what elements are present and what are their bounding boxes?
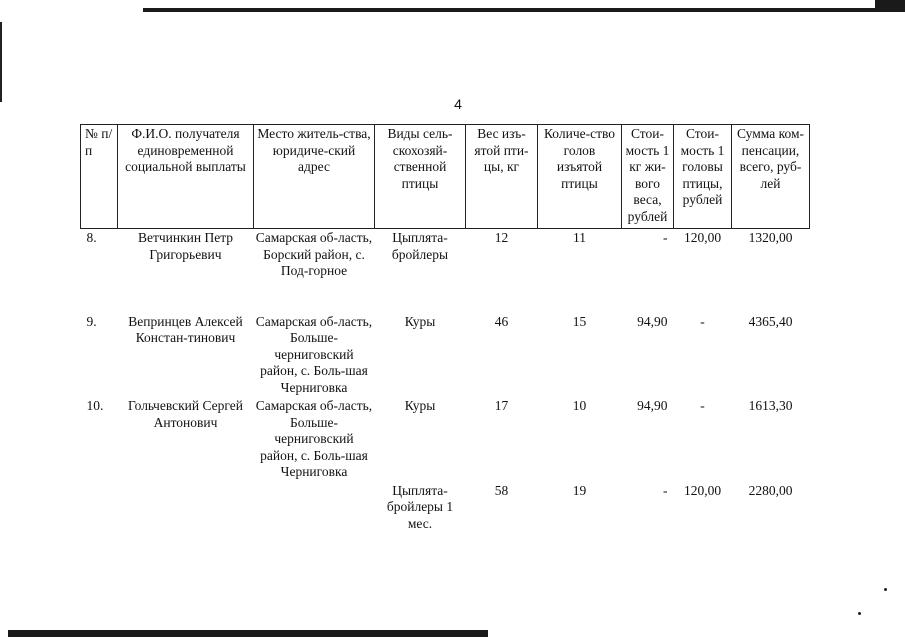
cell-total: 2280,00 [748,482,793,498]
cell-address: Самарская об-ласть, Больше-черниговский район, с. Боль-шая Черниговка [255,398,373,479]
cell-count: 15 [572,313,587,329]
cell-count: 11 [573,230,586,245]
cell-address: Самарская об-ласть, Больше-черниговский район, с. Боль-шая Черниговка [255,313,373,395]
cell-price-per-kg: - [663,482,668,498]
cell-price-per-head: - [700,398,705,413]
cell-total: 1320,00 [748,230,793,245]
header-weight: Вес изъ-ятой пти-цы, кг [466,125,538,229]
table-row [81,313,810,398]
cell-total: 4365,40 [748,313,793,329]
bottom-scan-border [8,630,488,637]
table-row [81,397,810,482]
header-full-name: Ф.И.О. получателя единовременной социальной выплаты [118,125,254,229]
table-row [81,482,810,542]
cell-weight: 17 [494,398,509,413]
header-poultry-type: Виды сель-скохозяй-ственной птицы [375,125,466,229]
cell-poultry-type: Куры [404,313,436,329]
cell-full-name [118,482,254,542]
cell-price-per-kg: 94,90 [637,398,668,413]
cell-price-per-kg: - [663,230,668,245]
cell-poultry-type: Цыплята-бройлеры [391,230,449,262]
cell-full-name: Вепринцев Алексей Констан-тинович [128,313,243,345]
table-row [81,229,810,313]
scan-speck [884,588,887,591]
header-price-per-kg: Стои-мость 1 кг жи-вого веса, рублей [622,125,674,229]
cell-price-per-head: - [700,313,705,329]
cell-number: 8. [86,230,97,245]
cell-poultry-type: Куры [404,398,436,413]
cell-full-name: Ветчинкин Петр Григорьевич [137,230,234,262]
cell-address: Самарская об-ласть, Борский район, с. Под-горное [255,230,373,278]
cell-address [254,482,375,542]
left-margin-line [0,22,2,102]
header-count: Количе-ство голов изъятой птицы [538,125,622,229]
header-address: Место житель-ства, юридиче-ский адрес [254,125,375,229]
scan-speck [858,612,861,615]
cell-number: 10. [86,398,104,413]
cell-count: 10 [572,398,587,413]
cell-price-per-kg: 94,90 [637,313,668,329]
table-header [81,125,810,229]
cell-weight: 46 [494,313,509,329]
cell-poultry-type: Цыплята-бройлеры 1 мес. [386,482,454,531]
page-number: 4 [454,96,462,112]
header-total: Сумма ком-пенсации, всего, руб-лей [732,125,810,229]
cell-price-per-head: 120,00 [683,482,722,498]
cell-full-name: Гольчевский Сергей Антонович [128,398,243,430]
cell-price-per-head: 120,00 [683,230,722,245]
cell-weight: 12 [494,230,509,245]
header-price-per-head: Стои-мость 1 головы птицы, рублей [674,125,732,229]
cell-number: 9. [86,313,97,329]
header-number: № п/п [81,125,118,229]
cell-weight: 58 [494,482,509,498]
cell-number [81,482,118,542]
cell-count: 19 [572,482,587,498]
top-scan-border [143,8,898,12]
cell-total: 1613,30 [748,398,793,413]
top-right-scan-mark [875,0,905,12]
compensation-table [80,124,810,542]
